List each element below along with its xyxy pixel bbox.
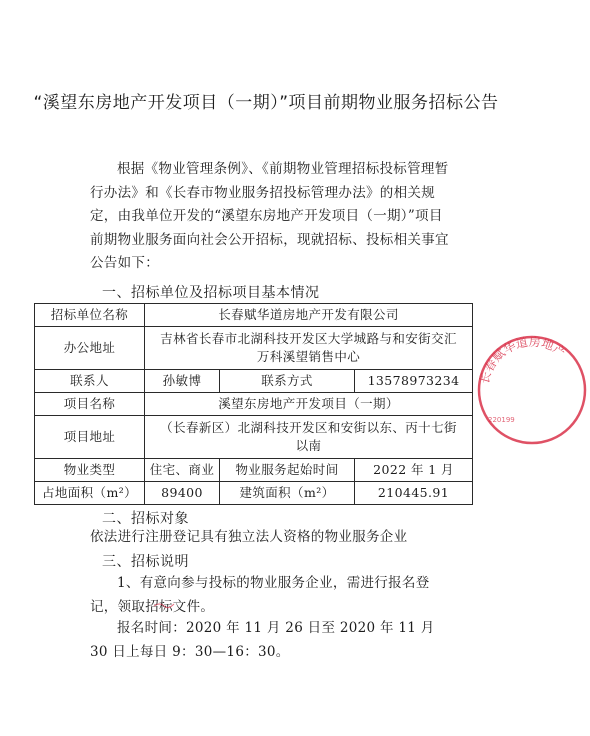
table-row <box>35 327 473 370</box>
table-cell-label: 联系人 <box>35 370 145 393</box>
info-table <box>34 303 473 505</box>
table-cell-value: 住宅、商业 <box>145 459 220 482</box>
section-heading-2: 二、招标对象 <box>102 511 189 527</box>
table-row <box>35 482 473 505</box>
intro-paragraph: 根据《物业管理条例》、《前期物业管理招标投标管理暂行办法》和《长春市物业服务招投标管理办法》的相关规定，由我单位开发的“溪望东房地产开发项目（一期）”项目前期物业服务面向社会公开招标，现就招标、投标相关事宜公告如下： <box>90 161 449 271</box>
seal-text: 长春赋华道房地产 <box>477 334 569 386</box>
object-text: 依法进行注册登记具有独立法人资格的物业服务企业 <box>90 529 408 545</box>
table-cell-label: 建筑面积（m²） <box>220 482 355 505</box>
table-cell-value: 210445.91 <box>355 482 473 505</box>
table-cell-value: 孙敏博 <box>145 370 220 393</box>
table-cell-value: 吉林省长春市北湖科技开发区大学城路与和安街交汇万科溪望销售中心 <box>145 327 473 370</box>
table-row <box>35 304 473 327</box>
table-cell-value: 长春赋华道房地产开发有限公司 <box>145 304 473 327</box>
table-cell-value: 溪望东房地产开发项目（一期） <box>145 393 473 416</box>
table-cell-value: 89400 <box>145 482 220 505</box>
table-cell-value: 13578973234 <box>355 370 473 393</box>
note-paragraph: 1、有意向参与投标的物业服务企业，需进行报名登记，领取招标文件。 <box>90 575 430 615</box>
section-heading-1: 一、招标单位及招标项目基本情况 <box>102 285 320 301</box>
section-heading-3: 三、招标说明 <box>102 554 189 570</box>
table-cell-label: 招标单位名称 <box>35 304 145 327</box>
table-cell-label: 项目名称 <box>35 393 145 416</box>
table-row <box>35 459 473 482</box>
table-cell-value: 2022 年 1 月 <box>355 459 473 482</box>
pen-mark <box>152 600 176 610</box>
table-cell-value: （长春新区）北湖科技开发区和安街以东、丙十七街以南 <box>145 416 473 459</box>
table-row <box>35 416 473 459</box>
table-cell-label: 物业类型 <box>35 459 145 482</box>
signup-time-paragraph: 报名时间：2020 年 11 月 26 日至 2020 年 11 月 30 日上每日 9：30—16：30。 <box>90 620 435 660</box>
table-cell-label: 占地面积（m²） <box>35 482 145 505</box>
page-title: “溪望东房地产开发项目（一期）”项目前期物业服务招标公告 <box>33 93 499 113</box>
table-row <box>35 393 473 416</box>
table-cell-label: 物业服务起始时间 <box>220 459 355 482</box>
table-row <box>35 370 473 393</box>
table-cell-label: 项目地址 <box>35 416 145 459</box>
table-cell-label: 联系方式 <box>220 370 355 393</box>
table-cell-label: 办公地址 <box>35 327 145 370</box>
official-seal <box>474 332 590 448</box>
seal-number: 220199 <box>488 416 515 424</box>
